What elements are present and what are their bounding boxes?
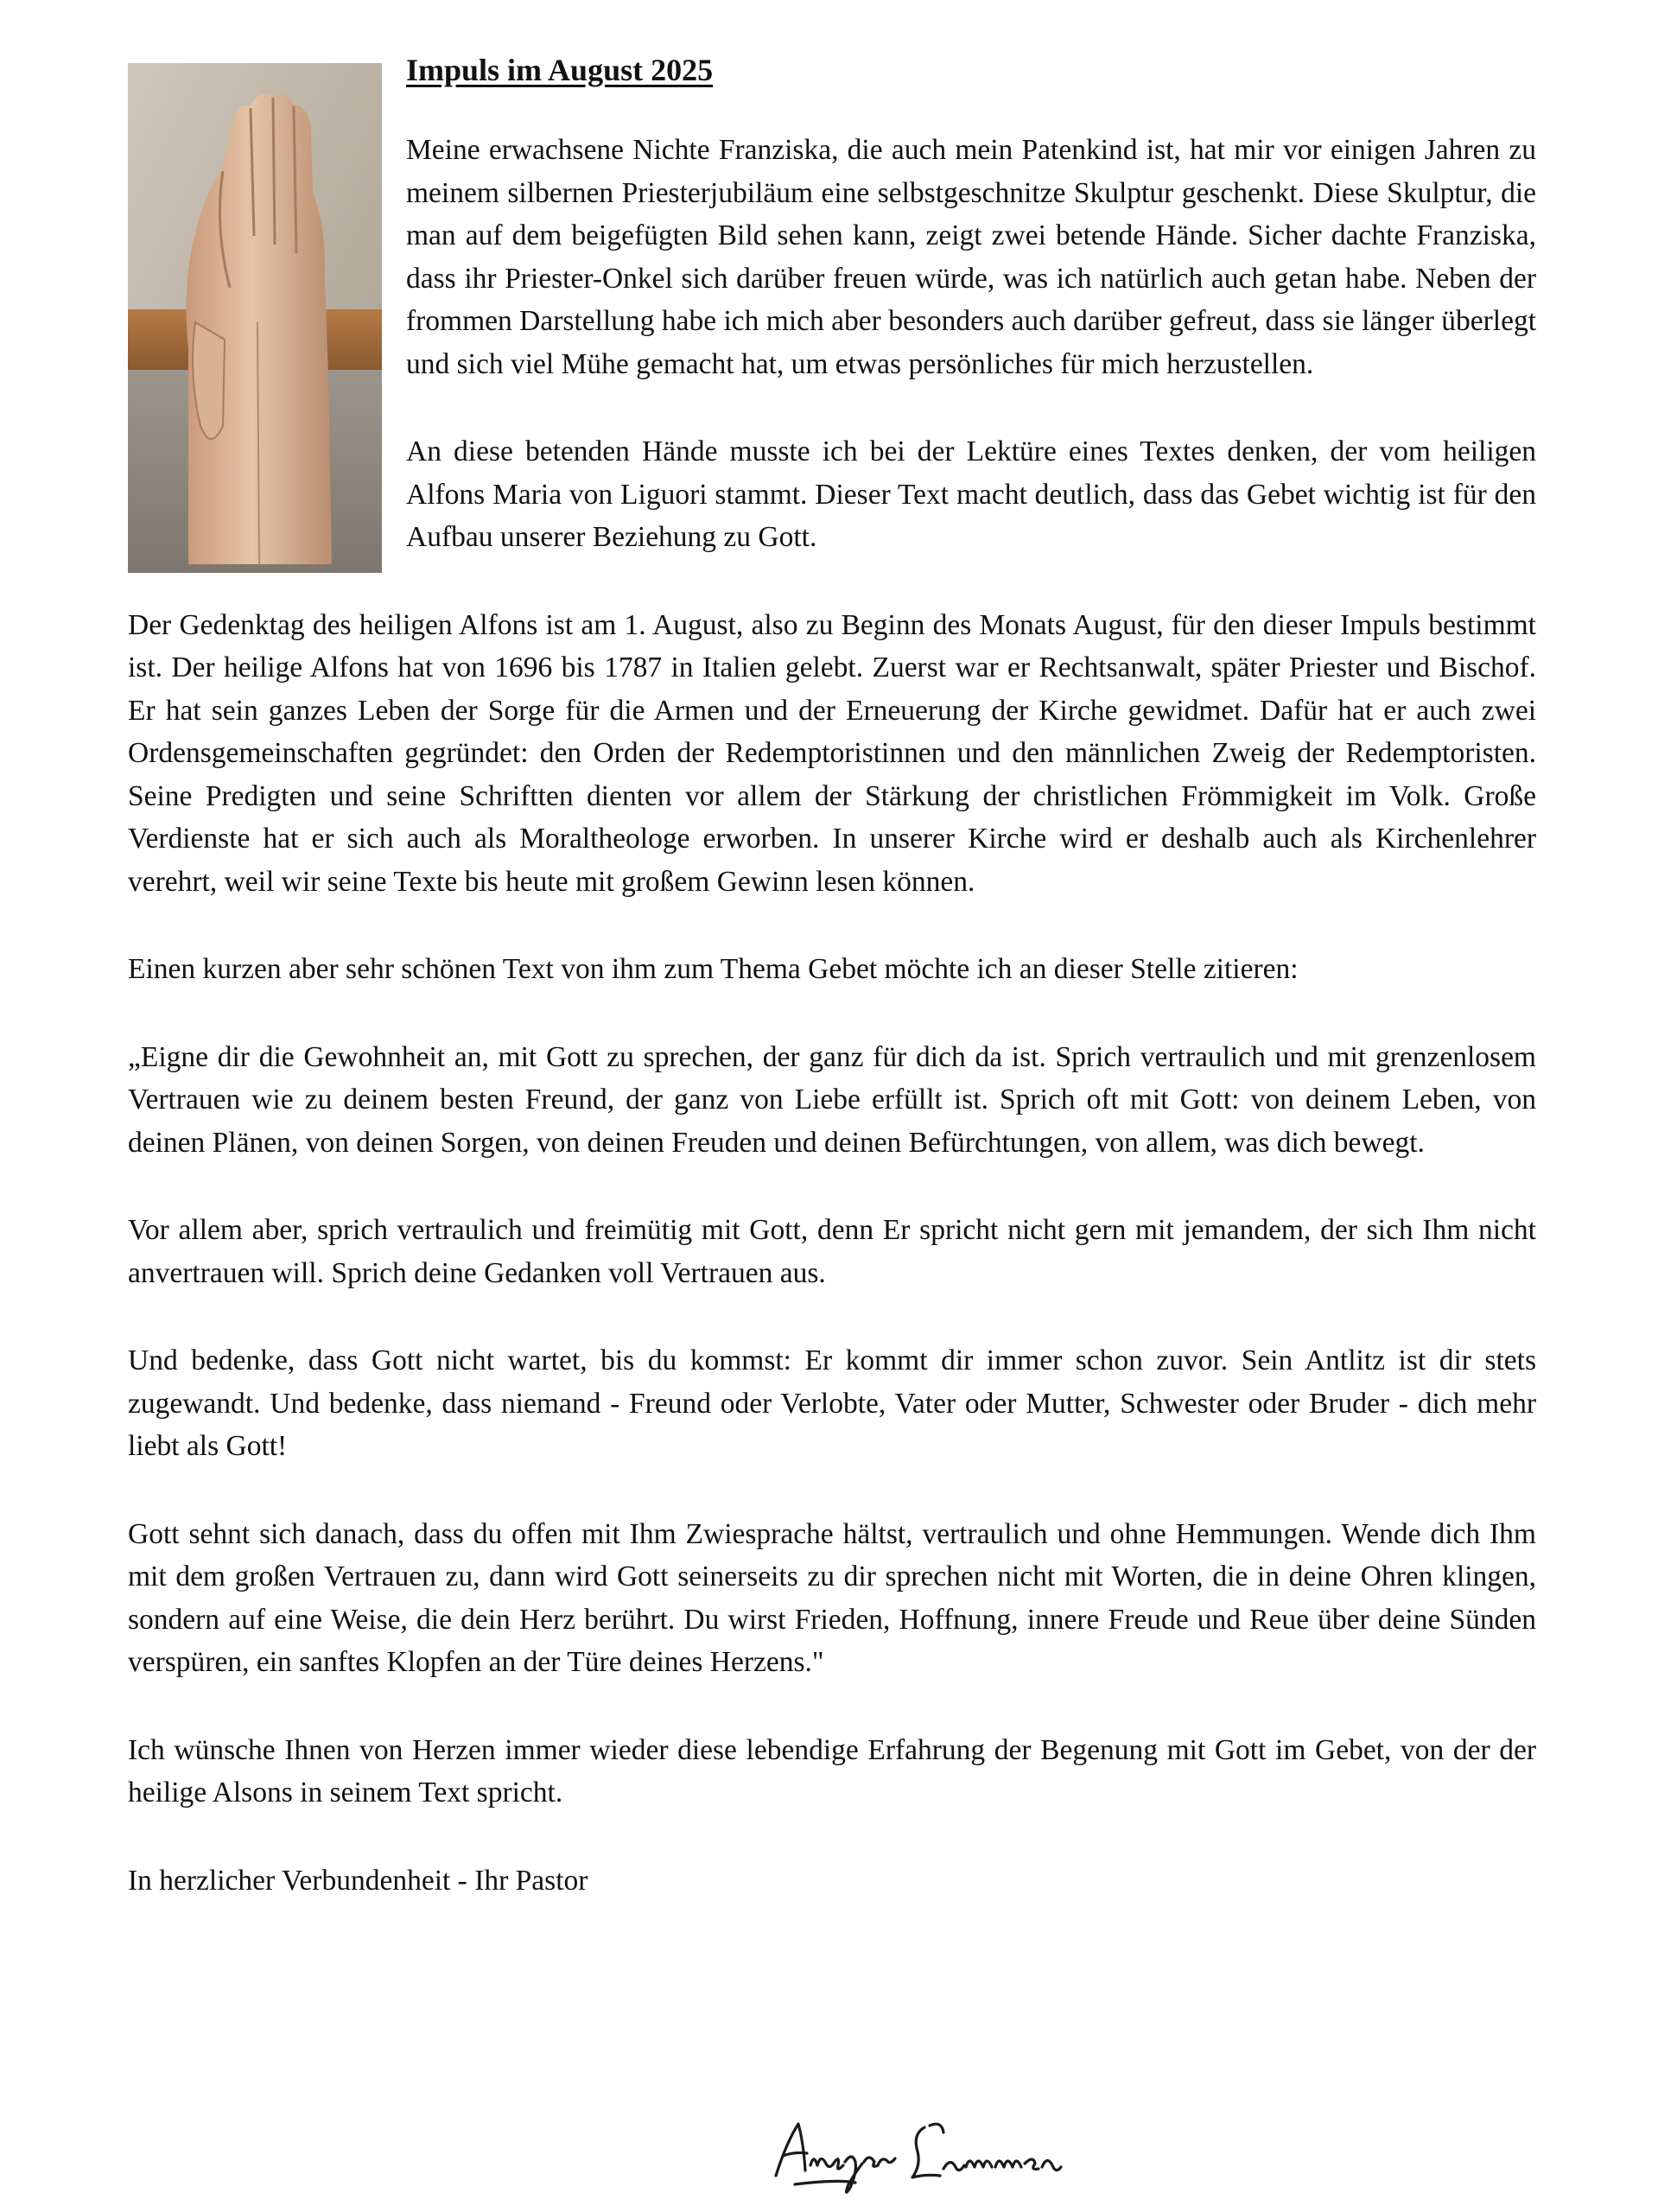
paragraph: Der Gedenktag des heiligen Alfons ist am 1. August, also zu Beginn des Monats August, für den dieser Impuls bestimmt ist. Der heilige Alfons hat von 1696 bis 1787 in Italien gelebt. Zuerst war er Rechtsanwalt, später Priester und Bischof. Er hat sein ganzes Leben der Sorge für die Armen und der Erneuerung der Kirche gewidmet. Dafür hat er auch zwei Ordensgemeinschaften gegründet: den Orden der Redemptoristinnen und den männlichen Zweig der Redemptoristen. Seine Predigten und seine Schriftten dienten vor allem der Stärkung der christlichen Frömmigkeit im Volk. Große Verdienste hat er sich auch als Moraltheologe erworben. In unserer Kirche wird er deshalb auch als Kirchenlehrer verehrt, weil wir seine Texte bis heute mit großem Gewinn lesen können. xyxy=(128,608,1536,898)
paragraph: An diese betenden Hände musste ich bei der Lektüre eines Textes denken, der vom heiligen Alfons Maria von Liguori stammt. Dieser Text macht deutlich, dass das Gebet wichtig ist für den Aufbau unserer Beziehung zu Gott. xyxy=(406,435,1536,553)
praying-hands-sculpture-icon xyxy=(128,63,382,573)
quote-paragraph: Und bedenke, dass Gott nicht wartet, bis du kommst: Er kommt dir immer schon zuvor. Sein Antlitz ist dir stets zugewandt. Und bedenke, dass niemand - Freund oder Verlobte, Vater oder Mutter, Schwester oder Bruder - dich mehr liebt als Gott! xyxy=(128,1344,1536,1462)
paragraph: Meine erwachsene Nichte Franziska, die auch mein Patenkind ist, hat mir vor einigen Jahren zu meinem silbernen Priesterjubiläum eine selbstgeschnitze Skulptur geschenkt. Diese Skulptur, die man auf dem beigefügten Bild sehen kann, zeigt zwei betende Hände. Sicher dachte Franziska, dass ihr Priester-Onkel sich darüber freuen würde, was ich natürlich auch getan habe. Neben der frommen Darstellung habe ich mich aber besonders auch darüber gefreut, dass sie länger überlegt und sich viel Mühe gemacht hat, um etwas persönliches für mich herzustellen. xyxy=(406,134,1536,380)
quote-paragraph: Vor allem aber, sprich vertraulich und freimütig mit Gott, denn Er spricht nicht gern mit jemandem, der sich Ihm nicht anvertrauen will. Sprich deine Gedanken voll Vertrauen aus. xyxy=(128,1214,1536,1289)
handwritten-signature xyxy=(760,2108,1123,2203)
praying-hands-photo xyxy=(128,63,382,573)
paragraph: Ich wünsche Ihnen von Herzen immer wieder diese lebendige Erfahrung der Begenung mit Gott im Gebet, von der der heilige Alsons in seinem Text spricht. xyxy=(128,1733,1536,1808)
quote-paragraph: „Eigne dir die Gewohnheit an, mit Gott zu sprechen, der ganz für dich da ist. Sprich vertraulich und mit grenzenlosem Vertrauen wie zu deinem besten Freund, der ganz von Liebe erfüllt ist. Sprich oft mit Gott: von deinem Leben, von deinen Plänen, von deinen Sorgen, von deinen Freuden und deinen Befürchtungen, von allem, was dich bewegt. xyxy=(128,1040,1536,1159)
page-title: Impuls im August 2025 xyxy=(406,53,714,87)
paragraph: Einen kurzen aber sehr schönen Text von ihm zum Thema Gebet möchte ich an dieser Stelle zitieren: xyxy=(128,953,1299,985)
quote-paragraph: Gott sehnt sich danach, dass du offen mit Ihm Zwiesprache hältst, vertraulich und ohne Hemmungen. Wende dich Ihm mit dem großen Vertrauen zu, dann wird Gott seinerseits zu dir sprechen nicht mit Worten, die in deine Ohren klingen, sondern auf eine Weise, die dein Herz berührt. Du wirst Frieden, Hoffnung, innere Freude und Reue über deine Sünden verspüren, ein sanftes Klopfen an der Türe deines Herzens." xyxy=(128,1517,1536,1678)
closing-line: In herzlicher Verbundenheit - Ihr Pastor xyxy=(128,1864,588,1897)
letter-page xyxy=(128,48,1536,1902)
